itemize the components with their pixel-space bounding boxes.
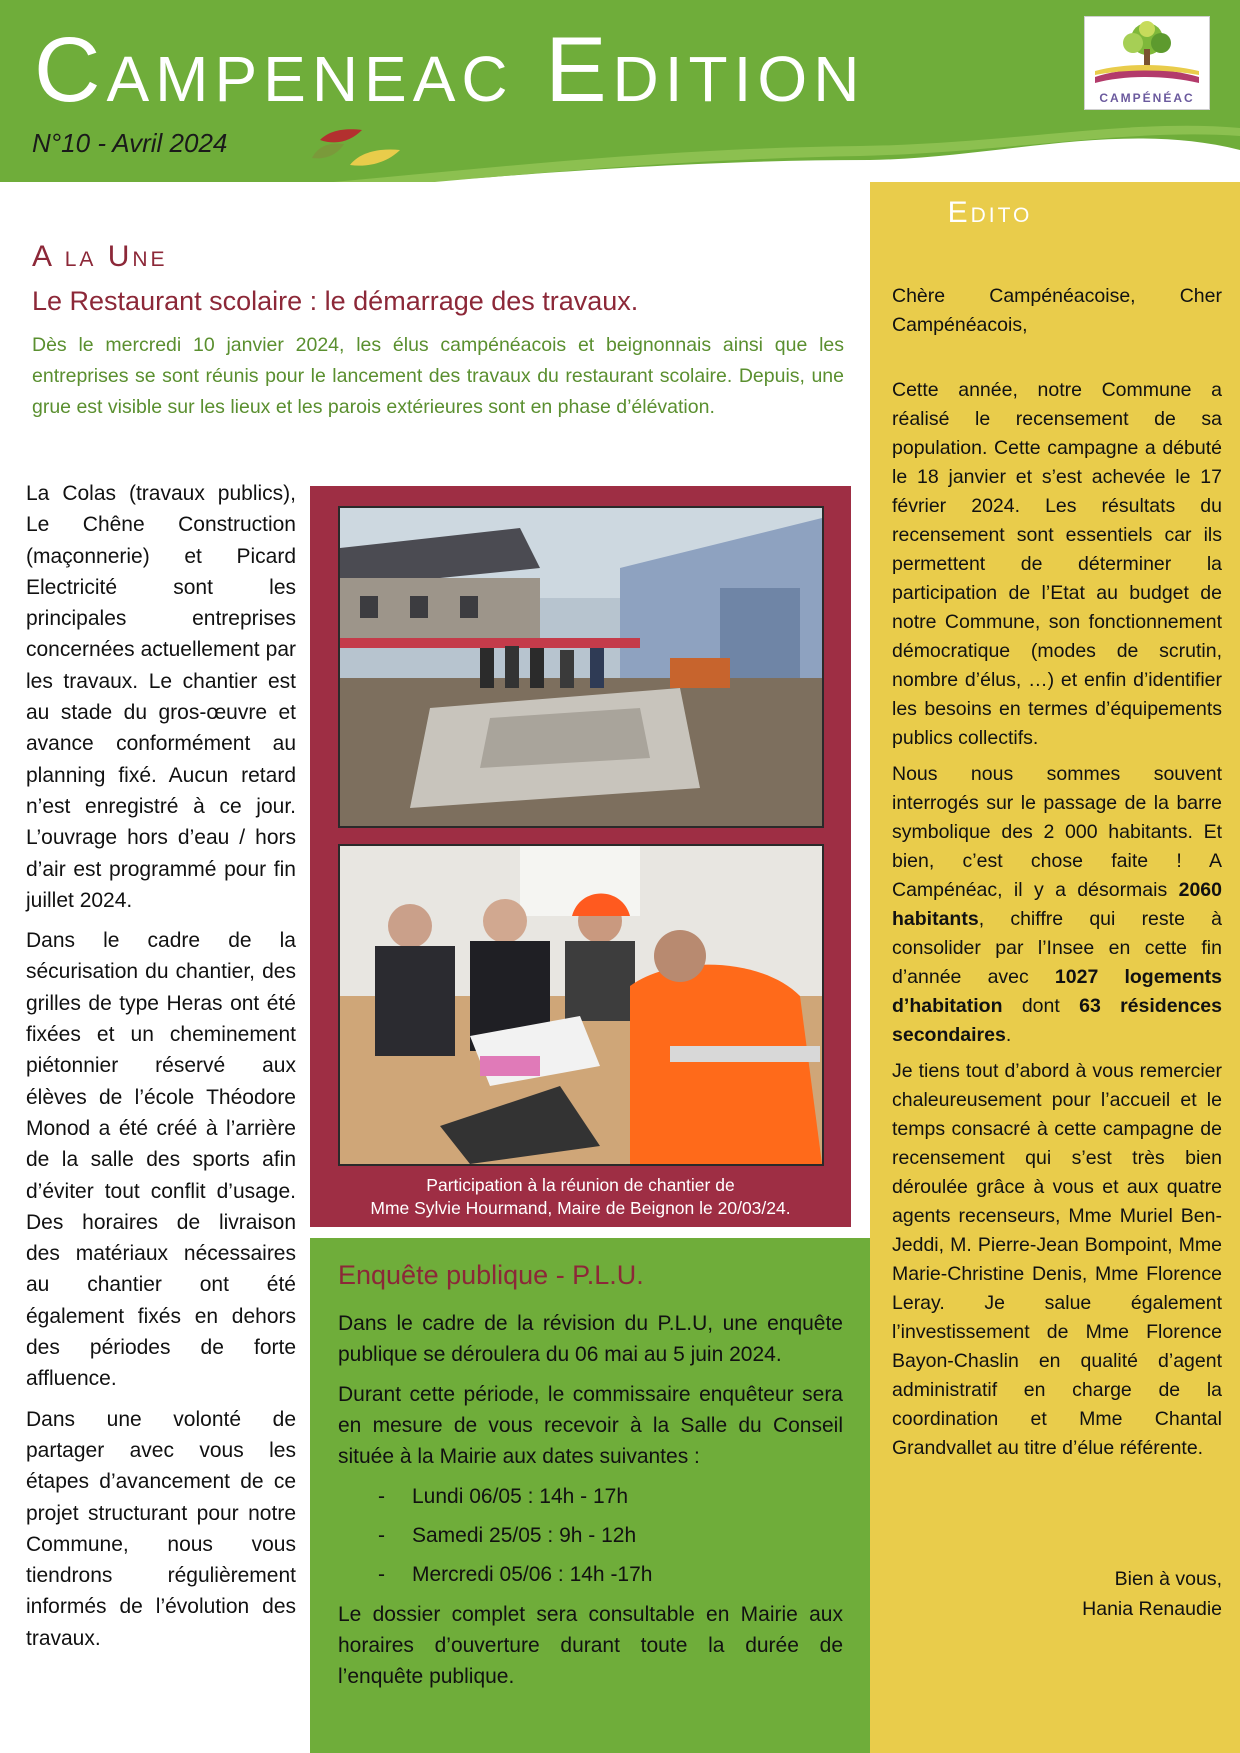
secondary-residences-count: 63 résidences secondaires (892, 995, 1222, 1046)
logo-wordmark: CAMPÉNÉAC (1099, 91, 1195, 105)
plu-date-item: - Mercredi 05/06 : 14h -17h (378, 1559, 843, 1590)
site-meeting-photo (338, 844, 824, 1166)
edito-greeting: Chère Campénéacoise, Cher Campénéacois, (892, 285, 1222, 336)
article-headline: Le Restaurant scolaire : le démarrage des travaux. (32, 286, 639, 316)
campeneac-logo (1084, 16, 1210, 110)
photo-caption (310, 1174, 851, 1220)
edito-paragraph (892, 760, 1222, 1050)
edito-title: Edito (947, 196, 1033, 229)
article-paragraph: La Colas (travaux publics), Le Chêne Construction (maçonnerie) et Picard Electricité sont les principales entreprises concernées actuellement par les travaux. Le chantier est au stade du gros-œuvre et avance conformément au planning fixé. Aucun retard n’est enregistré à ce jour. L’ouvrage hors d’eau / hors d’air est programmé pour fin juillet 2024. (26, 482, 296, 912)
edito-text: . (1005, 1024, 1012, 1046)
edito-body (892, 282, 1222, 1470)
plu-paragraph: Dans le cadre de la révision du P.L.U, une enquête publique se déroulera du 06 mai au 5 juin 2024. (338, 1312, 843, 1366)
issue-number: N°10 - Avril 2024 (32, 128, 228, 158)
plu-date-item: - Lundi 06/05 : 14h - 17h (378, 1481, 843, 1512)
photo-panel (310, 486, 851, 1227)
plu-paragraph: Durant cette période, le commissaire enquêteur sera en mesure de vous recevoir à la Salle du Conseil située à la Mairie aux dates suivantes : (338, 1383, 843, 1468)
population-count: 2060 habitants (892, 879, 1222, 930)
plu-body (338, 1308, 843, 1701)
tree-logo-icon (1085, 17, 1209, 89)
edito-sidebar (870, 182, 1240, 1753)
edito-signature-block (1082, 1564, 1222, 1624)
edito-paragraph: Cette année, notre Commune a réalisé le recensement de sa population. Cette campagne a débuté le 18 janvier et s’est achevée le 17 février 2024. Les résultats du recensement sont essentiels car ils permettent de déterminer la participation de l’Etat au budget de notre Commune, son fonctionnement démocratique (modes de scrutin, nombre d’élus, …) et enfin d’identifier les besoins en termes d’équipements publics collectifs. (892, 379, 1222, 749)
article-paragraph: Dans le cadre de la sécurisation du chantier, des grilles de type Heras ont été fixées et un cheminement piétonnier réservé aux élèves de l’école Théodore Monod a été créé à l’arrière de la salle des sports afin d’éviter tout conflit d’usage. Des horaires de livraison des matériaux nécessaires au chantier ont été également fixés en dehors des périodes de forte affluence. (26, 929, 296, 1391)
caption-line: Participation à la réunion de chantier de (426, 1175, 735, 1195)
edito-closing: Bien à vous, (1114, 1568, 1222, 1590)
edito-text: Nous nous sommes souvent interrogés sur le passage de la barre symbolique des 2 000 habitants. Et bien, c’est chose faite ! A Campénéac, il y a désormais (892, 763, 1222, 901)
article-lead: Dès le mercredi 10 janvier 2024, les élus campénéacois et beignonnais ainsi que les entreprises se sont réunis pour le lancement des travaux du restaurant scolaire. Depuis, une grue est visible sur les lieux et les parois extérieures sont en phase d’élévation. (32, 334, 844, 418)
plu-title: Enquête publique - P.L.U. (338, 1260, 644, 1290)
masthead (0, 0, 1240, 182)
plu-date-item: - Samedi 25/05 : 9h - 12h (378, 1520, 843, 1551)
construction-site-photo (338, 506, 824, 828)
plu-box (310, 1238, 870, 1753)
section-label: A la Une (32, 240, 168, 273)
article-paragraph: Dans une volonté de partager avec vous les étapes d’avancement de ce projet structurant pour notre Commune, nous vous tiendrons régulièrement informés de l’évolution des travaux. (26, 1407, 296, 1650)
caption-line: Mme Sylvie Hourmand, Maire de Beignon le 20/03/24. (370, 1198, 791, 1218)
housing-count: 1027 logements d’habitation (892, 966, 1222, 1017)
edito-signature: Hania Renaudie (1082, 1598, 1222, 1620)
edito-text: , chiffre qui reste à consolider par l’Insee en cette fin d’année avec (892, 908, 1222, 988)
article-body (26, 478, 296, 1663)
newsletter-title: Campeneac Edition (34, 19, 866, 121)
plu-dates-list (338, 1481, 843, 1590)
edito-paragraph: Je tiens tout d’abord à vous remercier chaleureusement pour l’accueil et le temps consacré à cette campagne de recensement qui s’est très bien déroulée grâce à vous et aux quatre agents recenseurs, Mme Muriel Ben-Jeddi, M. Pierre-Jean Bompoint, Mme Marie-Christine Denis, Mme Florence Leray. Je salue également l’investissement de Mme Florence Bayon-Chaslin en qualité d’agent administratif en charge de la coordination et Mme Chantal Grandvallet au titre d’élue référente. (892, 1060, 1222, 1459)
edito-text: dont (1002, 995, 1080, 1017)
plu-paragraph: Le dossier complet sera consultable en Mairie aux horaires d’ouverture durant toute la durée de l’enquête publique. (338, 1603, 843, 1688)
